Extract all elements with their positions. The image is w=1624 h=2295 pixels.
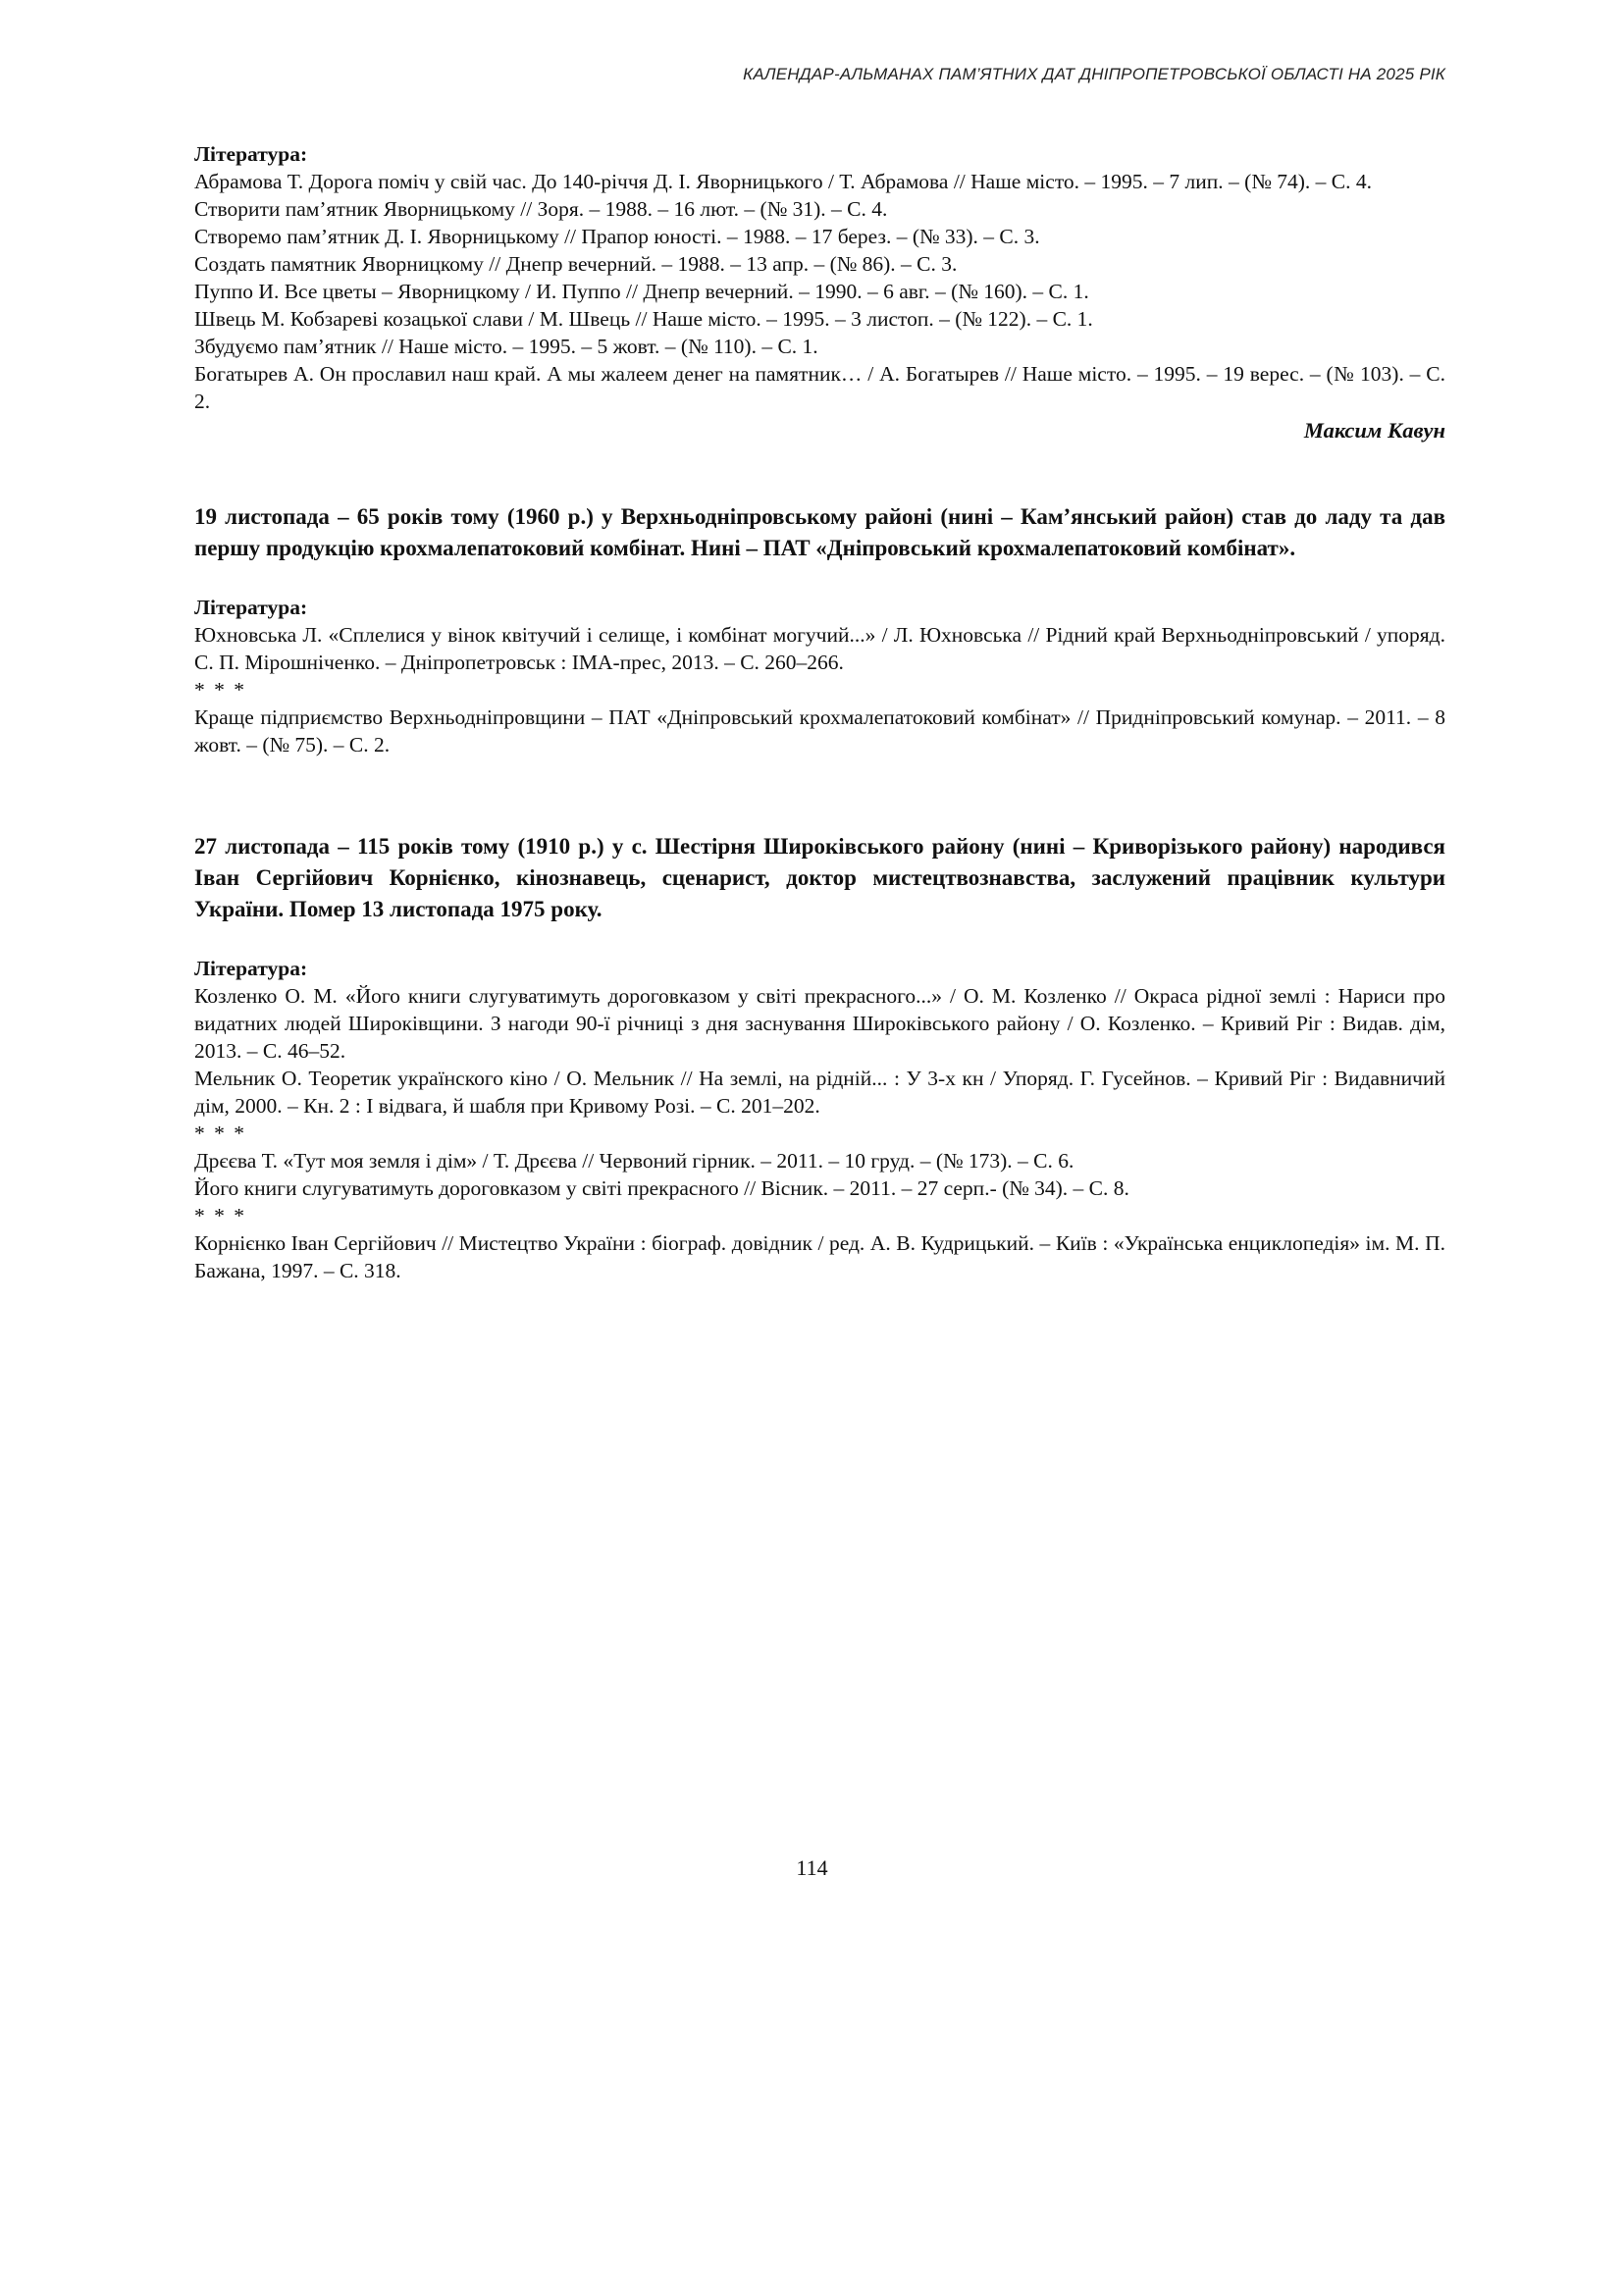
literature-heading: Література: [194, 596, 308, 619]
bibliography-entry: Юхновська Л. «Сплелися у вінок квітучий і селище, і комбінат могучий...» / Л. Юхновська // Рідний край Верхньодніпровський / упоряд. С. П. Мірошніченко. – Дніпропетровськ : ІМА-прес, 2013. – С. 260–266. [194, 623, 1445, 674]
separator-asterisks: * * * [194, 1204, 246, 1227]
bibliography-entry: Абрамова Т. Дорога поміч у свій час. До 140-річчя Д. І. Яворницького / Т. Абрамова // Наше місто. – 1995. – 7 лип. – (№ 74). – С. 4. [194, 170, 1372, 193]
event-title: 27 листопада – 115 років тому (1910 р.) у с. Шестірня Широківського району (нині – Криворізького району) народився Іван Сергійович Корнієнко, кінознавець, сценарист, доктор мистецтвознавства, заслужений працівник культури України. Помер 13 листопада 1975 року. [194, 834, 1445, 921]
separator-asterisks: * * * [194, 1121, 246, 1145]
event-title: 19 листопада – 65 років тому (1960 р.) у Верхньодніпровському районі (нині – Кам’янський район) став до ладу та дав першу продукцію крохмалепатоковий комбінат. Нині – ПАТ «Дніпровський крохмалепатоковий комбінат». [194, 504, 1445, 560]
running-header: КАЛЕНДАР-АЛЬМАНАХ ПАМ’ЯТНИХ ДАТ ДНІПРОПЕТРОВСЬКОЇ ОБЛАСТІ НА 2025 РІК [743, 65, 1445, 83]
bibliography-entry: Краще підприємство Верхньодніпровщини – ПАТ «Дніпровський крохмалепатоковий комбінат» // Придніпровський комунар. – 2011. – 8 жовт. – (№ 75). – С. 2. [194, 705, 1445, 756]
bibliography-entry: Швець М. Кобзареві козацької слави / М. Швець // Наше місто. – 1995. – 3 листоп. – (№ 122). – С. 1. [194, 307, 1093, 331]
bibliography-entry: Створити пам’ятник Яворницькому // Зоря. – 1988. – 16 лют. – (№ 31). – С. 4. [194, 197, 888, 221]
literature-heading: Література: [194, 142, 308, 166]
page-content [194, 140, 1445, 1284]
calendar-entry-november-27 [194, 831, 1445, 1284]
separator-asterisks: * * * [194, 678, 246, 702]
calendar-entry-november-19 [194, 501, 1445, 758]
bibliography-entry: Богатырев А. Он прославил наш край. А мы жалеем денег на памятник… / А. Богатырев // Наше місто. – 1995. – 19 верес. – (№ 103). – С. 2. [194, 362, 1445, 413]
article-author: Максим Кавун [1303, 418, 1445, 443]
bibliography-entry: Збудуємо пам’ятник // Наше місто. – 1995. – 5 жовт. – (№ 110). – С. 1. [194, 335, 818, 358]
bibliography-entry: Пуппо И. Все цветы – Яворницкому / И. Пуппо // Днепр вечерний. – 1990. – 6 авг. – (№ 160). – С. 1. [194, 280, 1089, 303]
bibliography-entry: Создать памятник Яворницкому // Днепр вечерний. – 1988. – 13 апр. – (№ 86). – С. 3. [194, 252, 958, 276]
page-number: 114 [796, 1855, 828, 1880]
bibliography-entry: Корнієнко Іван Сергійович // Мистецтво України : біограф. довідник / ред. А. В. Кудрицький. – Київ : «Українська енциклопедія» ім. М. П. Бажана, 1997. – С. 318. [194, 1231, 1445, 1282]
bibliography-entry: Дрєєва Т. «Тут моя земля і дім» / Т. Дрєєва // Червоний гірник. – 2011. – 10 груд. – (№ 173). – С. 6. [194, 1149, 1074, 1173]
literature-heading: Література: [194, 957, 308, 980]
literature-section-1 [194, 140, 1445, 444]
bibliography-entry: Козленко О. М. «Його книги слугуватимуть дороговказом у світі прекрасного...» / О. М. Козленко // Окраса рідної землі : Нариси про видатних людей Широківщини. З нагоди 90-ї річниці з дня заснування Широківського району / О. Козленко. – Кривий Ріг : Видав. дім, 2013. – С. 46–52. [194, 984, 1445, 1063]
bibliography-entry: Створемо пам’ятник Д. І. Яворницькому // Прапор юності. – 1988. – 17 берез. – (№ 33). – С. 3. [194, 225, 1040, 248]
bibliography-entry: Його книги слугуватимуть дороговказом у світі прекрасного // Вісник. – 2011. – 27 серп.- (№ 34). – С. 8. [194, 1176, 1129, 1200]
bibliography-entry: Мельник О. Теоретик українского кіно / О. Мельник // На землі, на рідній... : У 3-х кн / Упоряд. Г. Гусейнов. – Кривий Ріг : Видавничий дім, 2000. – Кн. 2 : І відвага, й шабля при Кривому Розі. – С. 201–202. [194, 1067, 1445, 1118]
